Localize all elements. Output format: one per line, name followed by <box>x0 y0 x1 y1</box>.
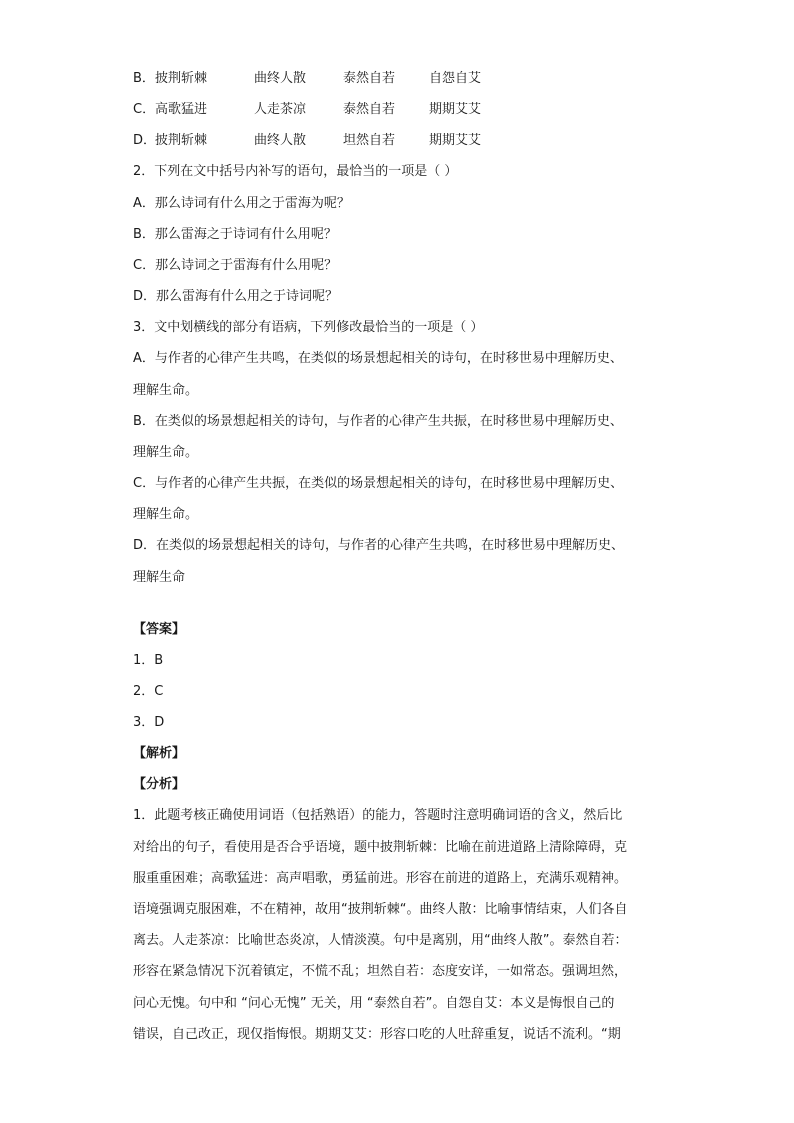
option-word: 披荆斩棘 <box>155 71 208 86</box>
analysis-line: 语境强调克服困难，不在精神，故用“披荆斩棘“。曲终人散：比喻事情结束，人们各自 <box>133 902 628 917</box>
analysis-heading: 【解析】 <box>133 746 186 761</box>
option-label: D． <box>133 133 157 148</box>
option-word: 坦然自若 <box>343 133 396 148</box>
option-word: 期期艾艾 <box>429 102 482 117</box>
q3-option-d-line2: 理解生命 <box>133 570 186 585</box>
q2-option-c: C．那么诗词之于雷海有什么用呢？ <box>133 258 338 273</box>
option-word: 曲终人散 <box>254 71 307 86</box>
option-word: 人走茶凉 <box>254 102 307 117</box>
q2-option-b: B．那么雷海之于诗词有什么用呢？ <box>133 227 337 242</box>
q3-option-b-line2: 理解生命。 <box>133 445 199 460</box>
analysis-line: 服重重困难；高歌猛进：高声唱歌，勇猛前进。形容在前进的道路上，充满乐观精神。 <box>133 871 628 886</box>
q1-option-c <box>133 98 481 117</box>
answer-heading: 【答案】 <box>133 622 186 637</box>
option-word: 期期艾艾 <box>429 133 482 148</box>
analysis-line: 形容在紧急情况下沉着镇定，不慌不乱；坦然自若：态度安详，一如常态。强调坦然， <box>133 964 628 979</box>
option-label: B． <box>133 71 155 86</box>
q1-option-b <box>133 67 481 86</box>
option-word: 披荆斩棘 <box>155 133 208 148</box>
answer-item: 3．D <box>133 715 165 730</box>
q3-option-d-line1: D．在类似的场景想起相关的诗句，与作者的心律产生共鸣，在时移世易中理解历史、 <box>133 538 625 553</box>
option-word: 高歌猛进 <box>155 102 208 117</box>
q3-option-b-line1: B．在类似的场景想起相关的诗句，与作者的心律产生共振，在时移世易中理解历史、 <box>133 414 623 429</box>
q3-stem: 3．文中划横线的部分有语病，下列修改最恰当的一项是（ ） <box>133 320 484 335</box>
option-word: 曲终人散 <box>254 133 307 148</box>
q3-option-c-line1: C．与作者的心律产生共振，在类似的场景想起相关的诗句，在时移世易中理解历史、 <box>133 476 624 491</box>
q2-stem: 2．下列在文中括号内补写的语句，最恰当的一项是（ ） <box>133 164 458 179</box>
analysis-line: 错误，自己改正，现仅指悔恨。期期艾艾：形容口吃的人吐辞重复，说话不流利。“期 <box>133 1027 621 1042</box>
analysis-line: 问心无愧。句中和 “问心无愧” 无关，用 “泰然自若”。自怨自艾：本义是悔恨自己的 <box>133 996 615 1011</box>
option-word: 泰然自若 <box>343 102 396 117</box>
analysis-line: 离去。人走茶凉：比喻世态炎凉，人情淡漠。句中是离别，用“曲终人散”。泰然自若： <box>133 933 628 948</box>
analysis-line: 对给出的句子，看使用是否合乎语境，题中披荆斩棘：比喻在前进道路上清除障碍，克 <box>133 840 628 855</box>
option-label: C． <box>133 102 156 117</box>
q3-option-c-line2: 理解生命。 <box>133 507 199 522</box>
analysis-line: 1．此题考核正确使用词语（包括熟语）的能力，答题时注意明确词语的含义，然后比 <box>133 808 623 823</box>
answer-item: 1．B <box>133 653 164 668</box>
q2-option-a: A．那么诗词有什么用之于雷海为呢？ <box>133 196 350 211</box>
option-word: 泰然自若 <box>343 71 396 86</box>
option-word: 自怨自艾 <box>429 71 482 86</box>
q3-option-a-line2: 理解生命。 <box>133 383 199 398</box>
q2-option-d: D．那么雷海有什么用之于诗词呢？ <box>133 289 339 304</box>
answer-item: 2．C <box>133 684 164 699</box>
analysis-sub-heading: 【分析】 <box>133 777 186 792</box>
q1-option-d <box>133 129 481 148</box>
q3-option-a-line1: A．与作者的心律产生共鸣，在类似的场景想起相关的诗句，在时移世易中理解历史、 <box>133 351 623 366</box>
